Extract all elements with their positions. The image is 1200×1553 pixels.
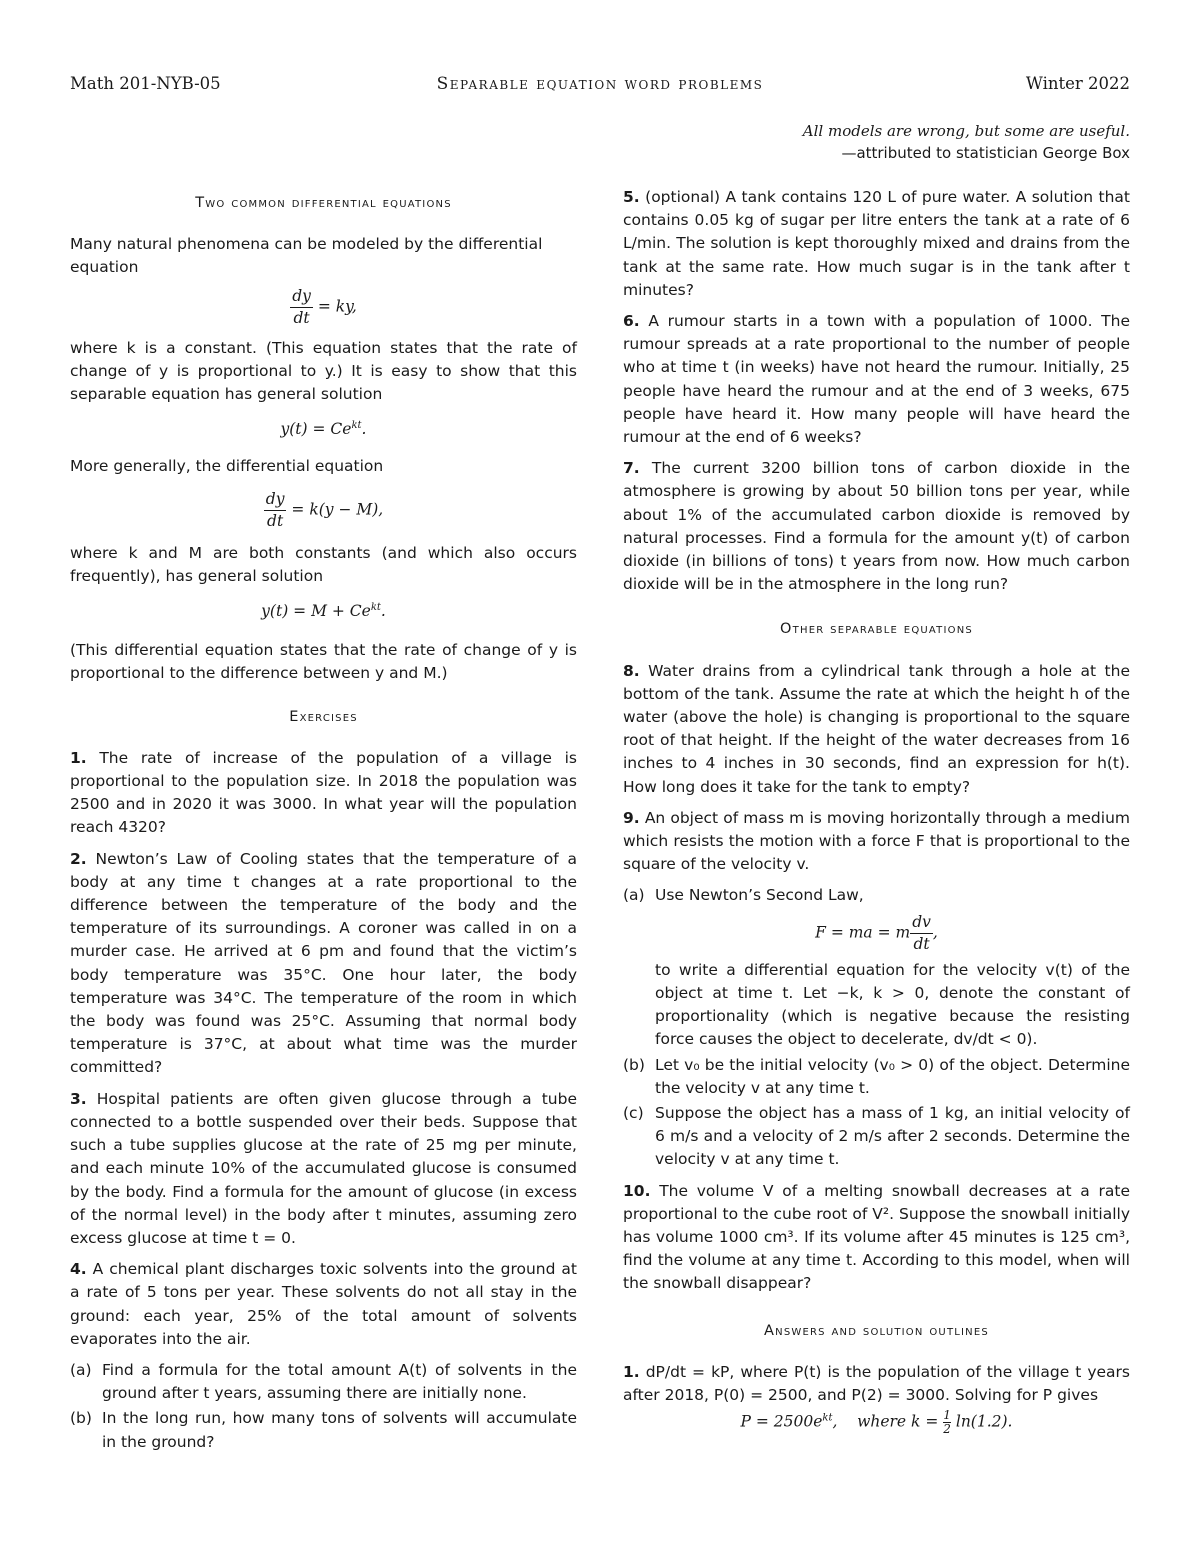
exercise-9c: (c) Suppose the object has a mass of 1 kg, an initial velocity of 6 m/s and a velocity of 2 m/s after 2 seconds. Determine the velocity v at any time t. <box>623 1103 1130 1169</box>
exercise-4a: (a) Find a formula for the total amount A(t) of solvents in the ground after t years, assuming there are initially none. <box>70 1360 577 1403</box>
left-column <box>70 186 577 1456</box>
exercise-9a: (a) Use Newton’s Second Law, <box>623 886 864 905</box>
exercise-10: 10. The volume V of a melting snowball decreases at a rate proportional to the cube root of V². Suppose the snowball initially has volume 1000 cm³. If its volume after 45 minutes is 125 cm³, find the volume at any time t. According to this model, when will the snowball disappear? <box>623 1181 1130 1293</box>
epigraph-quote: All models are wrong, but some are useful. <box>802 122 1130 140</box>
exercise-7: 7. The current 3200 billion tons of carbon dioxide in the atmosphere is growing by about 50 billion tons per year, while about 1% of the accumulated carbon dioxide is removed by natural processes. Find a formula for the amount y(t) of carbon dioxide (in billions of tons) t years from now. How much carbon dioxide will be in the atmosphere in the long run? <box>623 459 1130 594</box>
newton-second-law-equation: F = ma = m $\frac{dv}{dt}$ , <box>815 912 938 953</box>
document-title: Separable equation word problems <box>436 74 764 94</box>
exercise-8: 8. Water drains from a cylindrical tank through a hole at the bottom of the tank. Assume the rate at which the height h of the water (above the hole) is changing is proportional to the square root of that height. If the height of the water decreases from 16 inches to 4 inches in 30 seconds, find an expression for h(t). How long does it take for the tank to empty? <box>623 661 1130 796</box>
exercise-6: 6. A rumour starts in a town with a population of 1000. The rumour spreads at a rate proportional to the number of people who at time t (in weeks) have not heard the rumour. Initially, 25 people have heard the rumour and at the end of 3 weeks, 675 people have heard it. How many people will have heard the rumour at the end of 6 weeks? <box>623 312 1130 447</box>
equation-limited-growth: $\frac{dy}{dt}$ = k(y − M), <box>265 489 384 530</box>
exercise-9a-continued: to write a differential equation for the velocity v(t) of the object at time t. Let −k, k > 0, denote the constant of proportionality (which is negative because the resisting force causes the object to decelerate, dv/dt < 0). <box>655 960 1130 1049</box>
section-title-answers: Answers and solution outlines <box>764 1322 989 1339</box>
section-title-common-equations: Two common differential equations <box>195 195 452 211</box>
section-title-other-separable: Other separable equations <box>780 621 973 638</box>
epigraph-attribution: —attributed to statistician George Box <box>841 144 1130 162</box>
epigraph <box>803 120 1130 164</box>
exercise-9b: (b) Let v₀ be the initial velocity (v₀ > 0) of the object. Determine the velocity v at any time t. <box>623 1055 1130 1097</box>
exercise-3: 3. Hospital patients are often given glucose through a tube connected to a bottle suspended over their beds. Suppose that such a tube supplies glucose at the rate of 25 mg per minute, and each minute 10% of the accumulated glucose is consumed by the body. Find a formula for the amount of glucose (in excess of the normal level) in the body after t minutes, assuming zero excess glucose at time t = 0. <box>70 1089 577 1247</box>
exercise-4b: (b) In the long run, how many tons of solvents will accumulate in the ground? <box>70 1409 577 1451</box>
answer-1-equation: $P = 2500e^{kt}$, where k = $\frac{1}{2}$ ln(1.2). <box>740 1408 1013 1437</box>
more-generally-text: More generally, the differential equation <box>70 457 384 476</box>
exercise-4: 4. A chemical plant discharges toxic solvents into the ground at a rate of 5 tons per year. These solvents do not all stay in the ground: each year, 25% of the total amount of solvents evaporates into the air. <box>70 1260 577 1348</box>
exercise-5: 5. (optional) A tank contains 120 L of pure water. A solution that contains 0.05 kg of sugar per litre enters the tank at a rate of 6 L/min. The solution is kept thoroughly mixed and drains from the tank at the same rate. How much sugar is in the tank after t minutes? <box>623 188 1130 299</box>
where-k-text: where k is a constant. (This equation states that the rate of change of y is proportional to y.) It is easy to show that this separable equation has general solution <box>70 338 577 404</box>
intro-text: Many natural phenomena can be modeled by the differential equation <box>70 235 543 277</box>
where-k-m-text: where k and M are both constants (and which also occurs frequently), has general solution <box>70 543 577 585</box>
exercise-2: 2. Newton’s Law of Cooling states that the temperature of a body at any time t changes at a rate proportional to the difference between the temperature of the body and the temperature of its surroundings. A coroner was called in on a murder case. He arrived at 6 pm and found that the victim’s body temperature was 35°C. One hour later, the body temperature was 34°C. The temperature of the room in which the body was found was 25°C. Assuming that normal body temperature is 37°C, at about what time was the murder committed? <box>70 849 577 1077</box>
term-label: Winter 2022 <box>1025 74 1130 93</box>
exercise-9: 9. An object of mass m is moving horizontally through a medium which resists the motion with a force F that is proportional to the square of the velocity v. <box>623 808 1130 874</box>
equation-exponential: $\frac{dy}{dt}$ = ky, <box>292 286 357 327</box>
answer-1: 1. dP/dt = kP, where P(t) is the population of the village t years after 2018, P(0) = 2500, and P(2) = 3000. Solving for P gives <box>623 1362 1130 1404</box>
section-title-exercises: Exercises <box>289 708 358 725</box>
solution-exponential: $y(t) = Ce^{kt}$. <box>280 420 367 439</box>
right-column <box>623 186 1130 1436</box>
solution-limited-growth: $y(t) = M + Ce^{kt}$. <box>261 601 386 621</box>
exercise-1: 1. The rate of increase of the population of a village is proportional to the population size. In 2018 the population was 2500 and in 2020 it was 3000. In what year will the population reach 4320? <box>70 748 577 837</box>
course-code: Math 201-NYB-05 <box>70 74 221 93</box>
note-text: (This differential equation states that the rate of change of y is proportional to the difference between y and M.) <box>70 641 577 683</box>
